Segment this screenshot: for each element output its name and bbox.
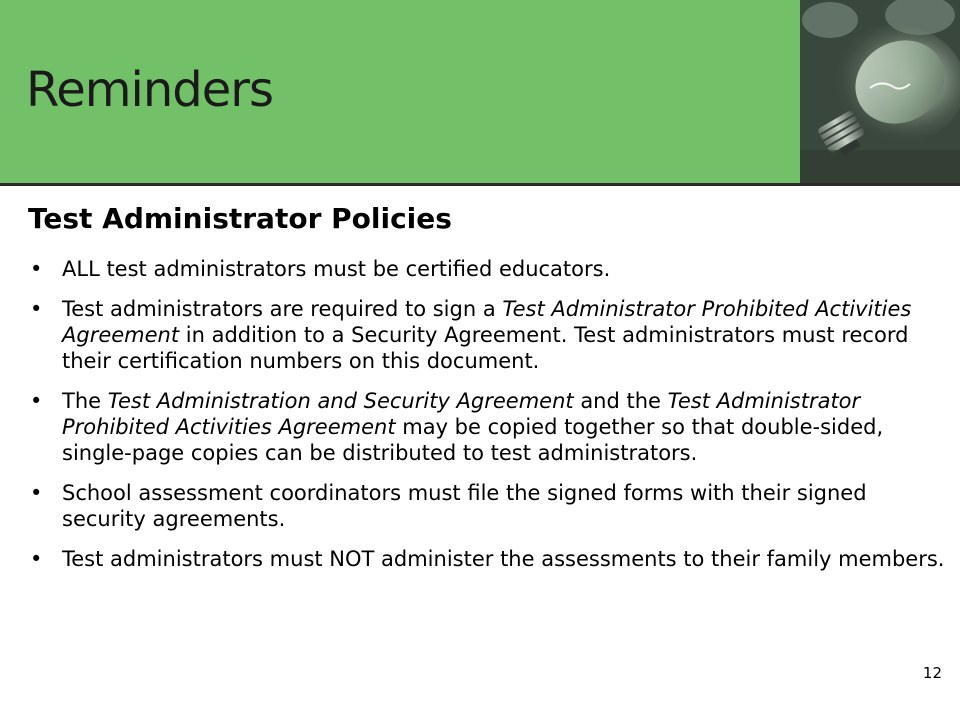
bullet-item <box>30 296 950 374</box>
italic-document-title: Test Administration and Security Agreement <box>107 389 574 413</box>
bullet-text: The <box>62 389 108 413</box>
bullet-item <box>30 480 950 532</box>
bullet-item <box>30 256 950 282</box>
bullet-text: Test administrators must NOT administer the assessments to their family members. <box>62 547 945 571</box>
bullet-item <box>30 388 950 466</box>
bullet-dot-icon: • <box>30 547 43 571</box>
header-bar <box>0 0 960 183</box>
bullet-dot-icon: • <box>30 257 43 281</box>
italic-document-title: Test Administrator Prohibited Activities Agreement <box>62 389 861 439</box>
bullet-text: ALL test administrators must be certified educators. <box>62 257 611 281</box>
bullet-text: in addition to a Security Agreement. Test administrators must record their certification numbers on this document. <box>62 323 909 373</box>
light-bulb-photo <box>800 0 960 183</box>
bullet-dot-icon: • <box>30 481 43 505</box>
bullet-list <box>30 256 950 586</box>
bullet-text: may be copied together so that double-sided, single-page copies can be distributed to test administrators. <box>62 415 884 465</box>
bullet-dot-icon: • <box>30 389 43 413</box>
bullet-item <box>30 546 950 572</box>
header-divider <box>0 183 960 186</box>
slide-subtitle: Test Administrator Policies <box>28 202 452 235</box>
bullet-text: Test administrators are required to sign a <box>62 297 503 321</box>
bullet-dot-icon: • <box>30 297 43 321</box>
bullet-text: School assessment coordinators must file the signed forms with their signed security agreements. <box>62 481 867 531</box>
italic-document-title: Test Administrator Prohibited Activities Agreement <box>62 297 912 347</box>
page-number: 12 <box>922 664 942 682</box>
bullet-text: and the <box>573 389 668 413</box>
slide-title: Reminders <box>26 62 273 118</box>
light-bulb-icon <box>800 0 960 183</box>
